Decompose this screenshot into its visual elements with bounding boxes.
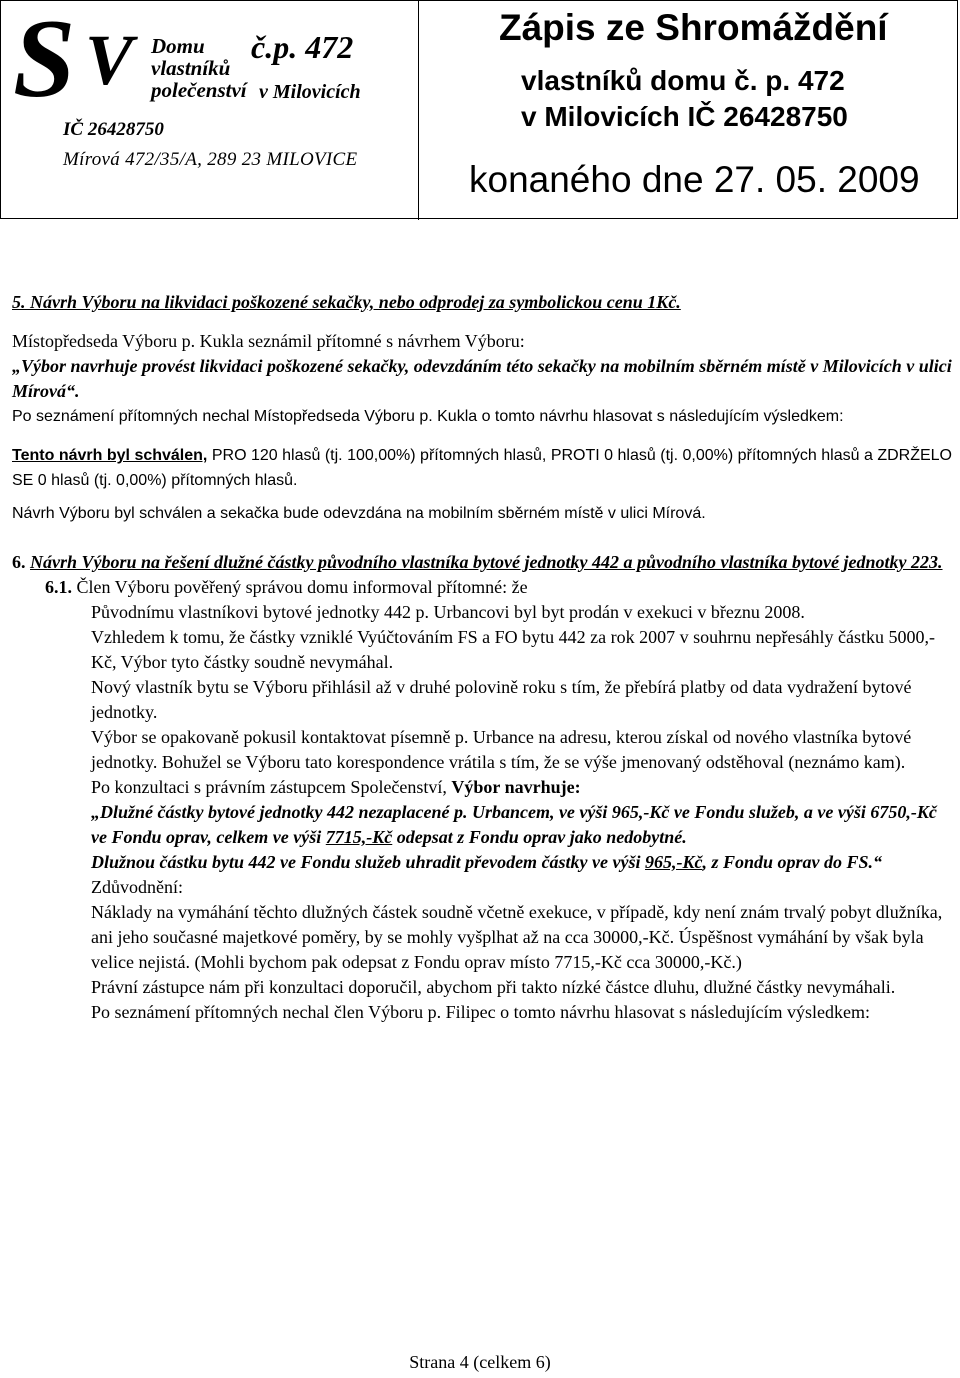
- item6-1-number: 6.1.: [45, 577, 72, 597]
- logo-letter-v: V: [85, 20, 134, 100]
- item6-heading-text: Návrh Výboru na řešení dlužné částky původního vlastníka bytové jednotky 442 a původního vlastníka bytové jednotky 223.: [30, 552, 943, 572]
- page-title: Zápis ze Shromáždění: [499, 7, 888, 48]
- logo-place: v Milovicích: [259, 81, 361, 103]
- item6-p5-bold: Výbor navrhuje:: [451, 777, 581, 797]
- item6-reason-label: Zdůvodnění:: [91, 877, 183, 897]
- logo-line-2: vlastníků: [151, 56, 231, 80]
- item5-intro: Místopředseda Výboru p. Kukla seznámil přítomné s návrhem Výboru:: [12, 331, 525, 351]
- logo-text-lines: [151, 35, 247, 101]
- item6-q2-b: , z Fondu oprav do FS.“: [702, 852, 883, 872]
- item6-number: 6.: [12, 552, 26, 572]
- item6-1-first: [12, 575, 952, 600]
- item6-quote-2: [12, 850, 952, 875]
- logo-line-1: Domu: [151, 34, 205, 58]
- logo-line-3: polečenství: [151, 78, 247, 102]
- logo-house-number: č.p. 472: [251, 29, 354, 65]
- item5-heading: 5. Návrh Výboru na likvidaci poškozené sekačky, nebo odprodej za symbolickou cenu 1Kč.: [12, 292, 681, 312]
- header-subtitle-1: vlastníků domu č. p. 472: [521, 65, 845, 96]
- item6-heading: [12, 550, 952, 575]
- item6-q1-a: „Dlužné částky bytové jednotky 442 nezaplacené p. Urbancem, ve výši 965,-Kč ve Fondu služeb, a ve výši 6750,-Kč ve Fondu oprav, celkem ve výši: [91, 802, 937, 847]
- item6-p5: [12, 775, 952, 800]
- meeting-date: konaného dne 27. 05. 2009: [469, 159, 920, 200]
- item6-reason-1: Náklady na vymáhání těchto dlužných částek soudně včetně exekuce, v případě, kdy není znám trvalý pobyt dlužníka, ani jeho současné majetkové poměry, by se mohly vyšplhat až na cca 30000,-Kč. Úspěšnost vymáhání by však byla velice nejistá. (Mohli bychom pak odepsat z Fondu oprav místo 7715,-Kč cca 30000,-Kč.): [91, 902, 943, 972]
- item6-q1-amount: 7715,-Kč: [325, 827, 393, 847]
- item6-1-first-text: Člen Výboru pověřený správou domu informoval přítomné: že: [76, 577, 528, 597]
- page-footer: Strana 4 (celkem 6): [409, 1352, 551, 1372]
- document-body: [12, 290, 952, 1025]
- logo-address: Mírová 472/35/A, 289 23 MILOVICE: [63, 149, 358, 170]
- item5-proposal: „Výbor navrhuje provést likvidaci poškozené sekačky, odevzdáním této sekačky na mobilním sběrném místě v Milovicích v ulici Mírová“.: [12, 356, 952, 401]
- item6-reason-3: Po seznámení přítomných nechal člen Výboru p. Filipec o tomto návrhu hlasovat s následujícím výsledkem:: [91, 1002, 871, 1022]
- item6-quote-1: [12, 800, 952, 850]
- item5-result: [12, 443, 952, 493]
- logo: [1, 1, 419, 220]
- document-header: [0, 0, 958, 219]
- item6-p4: Výbor se opakovaně pokusil kontaktovat písemně p. Urbance na adresu, kterou získal od nového vlastníka bytové jednotky. Bohužel se Výboru tato korespondence vrátila s tím, že se výše jmenovaný odstěhoval (neznámo kam).: [91, 727, 912, 772]
- item5-result-votes: PRO 120 hlasů (tj. 100,00%) přítomných hlasů, PROTI 0 hlasů (tj. 0,00%) přítomných hlasů a ZDRŽELO SE 0 hlasů (tj. 0,00%) přítomných hlasů.: [12, 447, 953, 489]
- header-subtitle-2: v Milovicích IČ 26428750: [521, 101, 848, 132]
- logo-letter-s: S: [13, 1, 76, 121]
- item5-conclusion: Návrh Výboru byl schválen a sekačka bude odevzdána na mobilním sběrném místě v ulici Mírová.: [12, 505, 706, 522]
- item6-p1: Původnímu vlastníkovi bytové jednotky 442 p. Urbancovi byl byt prodán v exekuci v březnu 2008.: [91, 602, 805, 622]
- item6-q2-amount: 965,-Kč: [645, 852, 703, 872]
- header-title-block: [419, 1, 957, 220]
- item6-reason-2: Právní zástupce nám při konzultaci doporučil, abychom při takto nízké částce dluhu, dlužné částky nevymáhali.: [91, 977, 896, 997]
- logo-ic: IČ 26428750: [63, 119, 164, 140]
- item6-p5-text: Po konzultaci s právním zástupcem Společenství,: [91, 777, 452, 797]
- item6-q2-a: Dlužnou částku bytu 442 ve Fondu služeb uhradit převodem částky ve výši: [91, 852, 646, 872]
- item6-p3: Nový vlastník bytu se Výboru přihlásil až v druhé polovině roku s tím, že přebírá platby od data vydražení bytové jednotky.: [91, 677, 912, 722]
- item5-vote-intro: Po seznámení přítomných nechal Místopředseda Výboru p. Kukla o tomto návrhu hlasovat s následujícím výsledkem:: [12, 408, 844, 425]
- item6-q1-b: odepsat z Fondu oprav jako nedobytné.: [392, 827, 687, 847]
- item5-result-approved: Tento návrh byl schválen,: [12, 447, 208, 464]
- item6-p2: Vzhledem k tomu, že částky vzniklé Vyúčtováním FS a FO bytu 442 za rok 2007 v souhrnu nepřesáhly částku 5000,-Kč, Výbor tyto částky soudně nevymáhal.: [91, 627, 936, 672]
